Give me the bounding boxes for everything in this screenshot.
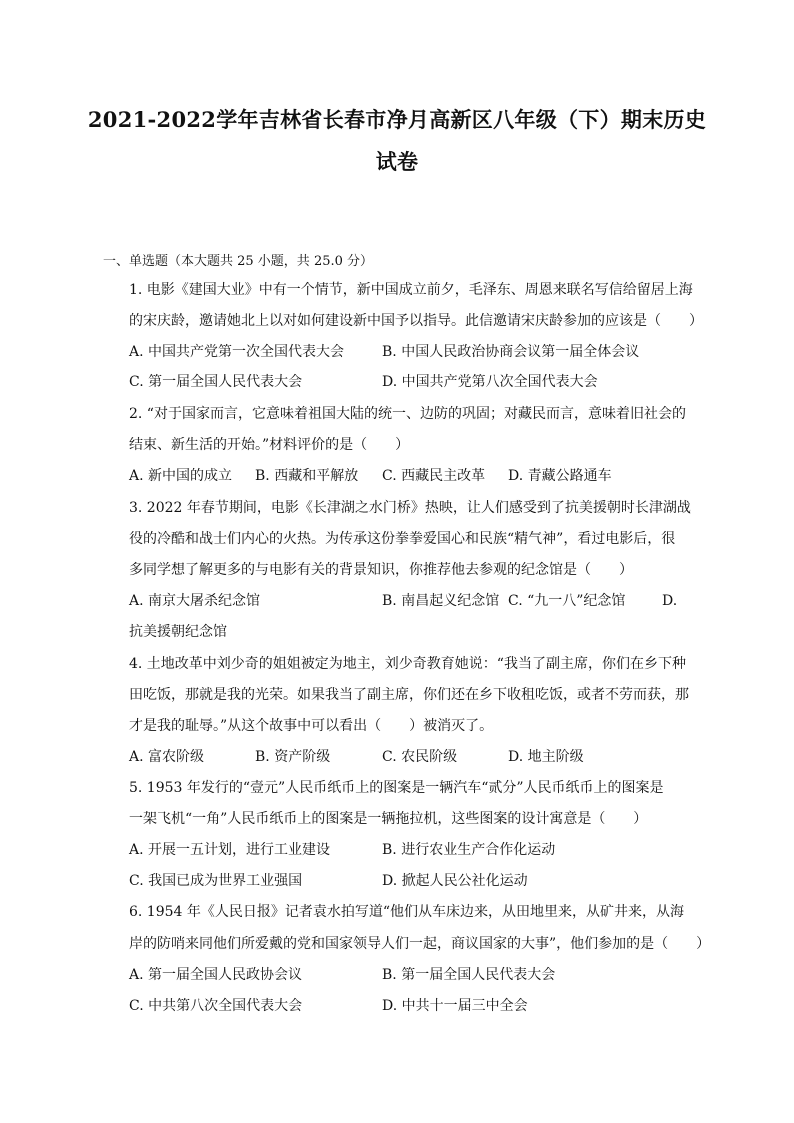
question-3-option-a: A. 南京大屠杀纪念馆	[129, 593, 261, 609]
question-2-option-b: B. 西藏和平解放	[255, 468, 359, 484]
question-1-option-d: D. 中国共产党第八次全国代表大会	[382, 374, 598, 390]
question-1-option-b: B. 中国人民政治协商会议第一届全体会议	[382, 344, 640, 360]
question-4-option-d: D. 地主阶级	[508, 749, 584, 765]
question-3-text: 多同学想了解更多的与电影有关的背景知识，你推荐他去参观的纪念馆是（ ）	[129, 562, 633, 578]
question-5-option-b: B. 进行农业生产合作化运动	[382, 842, 556, 858]
question-1-text: 1. 电影《建国大业》中有一个情节，新中国成立前夕，毛泽东、周恩来联名写信给留居上海	[129, 282, 693, 298]
question-4-option-b: B. 资产阶级	[255, 749, 331, 765]
question-2-option-c: C. 西藏民主改革	[382, 468, 486, 484]
question-3-option-c: C. “九一八”纪念馆	[508, 593, 626, 609]
question-3-option-d: D.	[662, 593, 678, 609]
question-4-text: 田吃饭，那就是我的光荣。如果我当了副主席，你们还在乡下收租吃饭，或者不劳而获，那	[129, 687, 689, 703]
question-3-text: 役的冷酷和战士们内心的火热。为传承这份拳拳爱国心和民族“精气神”，看过电影后，很	[129, 531, 676, 547]
question-2-text: 2. “对于国家而言，它意味着祖国大陆的统一、边防的巩固；对藏民而言，意味着旧社会的	[129, 406, 686, 422]
question-5-text: 一架飞机“一角”人民币纸币上的图案是一辆拖拉机，这些图案的设计寓意是（ ）	[129, 811, 648, 827]
question-6-text: 6. 1954 年《人民日报》记者袁水拍写道“他们从车床边来，从田地里来，从矿井来，从海	[129, 904, 685, 920]
page-title-continued: 试卷	[375, 149, 419, 174]
question-5-option-a: A. 开展一五计划，进行工业建设	[129, 842, 331, 858]
question-5-text: 5. 1953 年发行的“壹元”人民币纸币上的图案是一辆汽车“贰分”人民币纸币上的图案是	[129, 780, 664, 796]
question-3-text: 3. 2022 年春节期间，电影《长津湖之水门桥》热映，让人们感受到了抗美援朝时长津湖战	[129, 500, 691, 516]
question-1-option-c: C. 第一届全国人民代表大会	[129, 374, 303, 390]
question-3-option-b: B. 南昌起义纪念馆	[382, 593, 500, 609]
question-6-option-c: C. 中共第八次全国代表大会	[129, 998, 303, 1014]
question-4-text: 4. 土地改革中刘少奇的姐姐被定为地主，刘少奇教育她说：“我当了副主席，你们在乡下种	[129, 656, 686, 672]
question-5-option-d: D. 掀起人民公社化运动	[382, 873, 528, 889]
question-4-text: 才是我的耻辱。”从这个故事中可以看出（ ）被消灭了。	[129, 718, 494, 734]
question-6-option-d: D. 中共十一届三中全会	[382, 998, 528, 1014]
question-4-option-a: A. 富农阶级	[129, 749, 205, 765]
section-heading: 一、单选题（本大题共 25 小题，共 25.0 分）	[103, 254, 374, 269]
question-3-option-d-text: 抗美援朝纪念馆	[129, 624, 227, 640]
question-2-text: 结束、新生活的开始。”材料评价的是（ ）	[129, 437, 410, 453]
question-6-text: 岸的防哨来同他们所爱戴的党和国家领导人们一起，商议国家的大事”，他们参加的是（ ）	[129, 936, 711, 952]
question-5-option-c: C. 我国已成为世界工业强国	[129, 873, 303, 889]
question-6-option-b: B. 第一届全国人民代表大会	[382, 967, 556, 983]
page-title: 2021-2022学年吉林省长春市净月高新区八年级（下）期末历史	[87, 107, 707, 132]
question-4-option-c: C. 农民阶级	[382, 749, 458, 765]
question-2-option-a: A. 新中国的成立	[129, 468, 233, 484]
question-6-option-a: A. 第一届全国人民政协会议	[129, 967, 303, 983]
question-1-text: 的宋庆龄，邀请她北上以对如何建设新中国予以指导。此信邀请宋庆龄参加的应该是（ ）	[129, 313, 703, 329]
question-1-option-a: A. 中国共产党第一次全国代表大会	[129, 344, 345, 360]
question-2-option-d: D. 青藏公路通车	[508, 468, 612, 484]
